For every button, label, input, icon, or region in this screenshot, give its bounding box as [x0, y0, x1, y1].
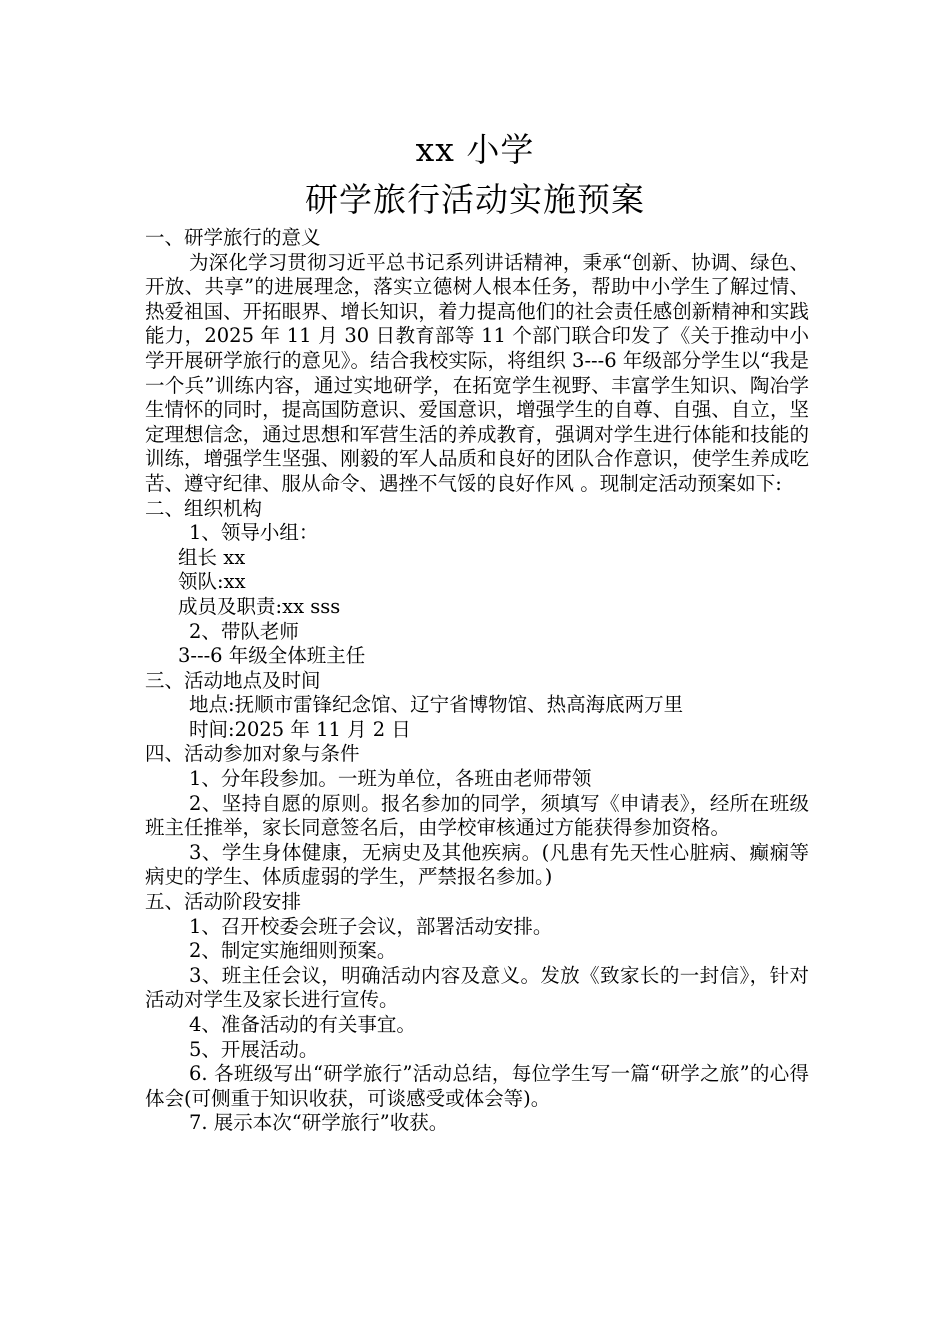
section-heading-2: 二、组织机构	[145, 496, 263, 520]
stage-item-2: 2、制定实施细则预案。	[189, 939, 397, 963]
org-item-teachers: 2、带队老师	[189, 619, 299, 643]
org-team-leader: 领队:xx	[178, 570, 246, 594]
org-members: 成员及职责:xx sss	[178, 594, 341, 618]
org-group-leader: 组长 xx	[178, 545, 246, 569]
section-heading-3: 三、活动地点及时间	[145, 668, 321, 692]
section-1-paragraph: 为深化学习贯彻习近平总书记系列讲话精神，秉承“创新、协调、绿色、开放、共享”的进展理念，落实立德树人根本任务，帮助中小学生了解过情、热爱祖国、开拓眼界、增长知识，着力提高他们的社会责任感创新精神和实践能力，2025 年 11 月 30 日教育部等 11 个部门联合印发了《关于推动中小学开展研学旅行的意见》。结合我校实际，将组织 3---6 年级部分学生以“我是一个兵”训练内容，通过实地研学，在拓宽学生视野、丰富学生知识、陶冶学生情怀的同时，提高国防意识、爱国意识，增强学生的自尊、自强、自立，坚定理想信念，通过思想和军营生活的养成教育，强调对学生进行体能和技能的训练，增强学生坚强、刚毅的军人品质和良好的团队合作意识，使学生养成吃苦、遵守纪律、服从命令、遇挫不气馁的良好作风 。现制定活动预案如下:	[145, 250, 809, 495]
section-heading-5: 五、活动阶段安排	[145, 890, 302, 914]
school-title: xx 小学	[415, 130, 535, 169]
document-body	[145, 226, 809, 1136]
section-heading-1: 一、研学旅行的意义	[145, 226, 321, 249]
org-teachers-list: 3---6 年级全体班主任	[178, 644, 366, 668]
org-item-leadership-group: 1、领导小组：	[189, 521, 319, 545]
document-title: 研学旅行活动实施预案	[305, 180, 645, 219]
condition-item-1: 1、分年段参加。一班为单位，各班由老师带领	[189, 767, 592, 791]
stage-item-6: 6. 各班级写出“研学旅行”活动总结，每位学生写一篇“研学之旅”的心得体会(可侧重于知识收获，可谈感受或体会等)。	[145, 1062, 809, 1110]
section-heading-4: 四、活动参加对象与条件	[145, 742, 360, 766]
condition-item-3: 3、学生身体健康，无病史及其他疾病。(凡患有先天性心脏病、癫痫等病史的学生、体质虚弱的学生，严禁报名参加。)	[145, 840, 809, 889]
stage-item-7: 7. 展示本次“研学旅行”收获。	[189, 1111, 449, 1135]
activity-time: 时间:2025 年 11 月 2 日	[189, 717, 411, 741]
activity-place: 地点:抚顺市雷锋纪念馆、辽宁省博物馆、热高海底两万里	[189, 693, 684, 717]
stage-item-5: 5、开展活动。	[189, 1037, 319, 1061]
condition-item-2: 2、坚持自愿的原则。报名参加的同学，须填写《申请表》，经所在班级班主任推举，家长同意签名后，由学校审核通过方能获得参加资格。	[145, 791, 809, 840]
stage-item-1: 1、召开校委会班子会议，部署活动安排。	[189, 914, 553, 938]
stage-item-3: 3、班主任会议，明确活动内容及意义。发放《致家长的一封信》，针对活动对学生及家长进行宣传。	[145, 963, 809, 1012]
stage-item-4: 4、准备活动的有关事宜。	[189, 1013, 416, 1036]
